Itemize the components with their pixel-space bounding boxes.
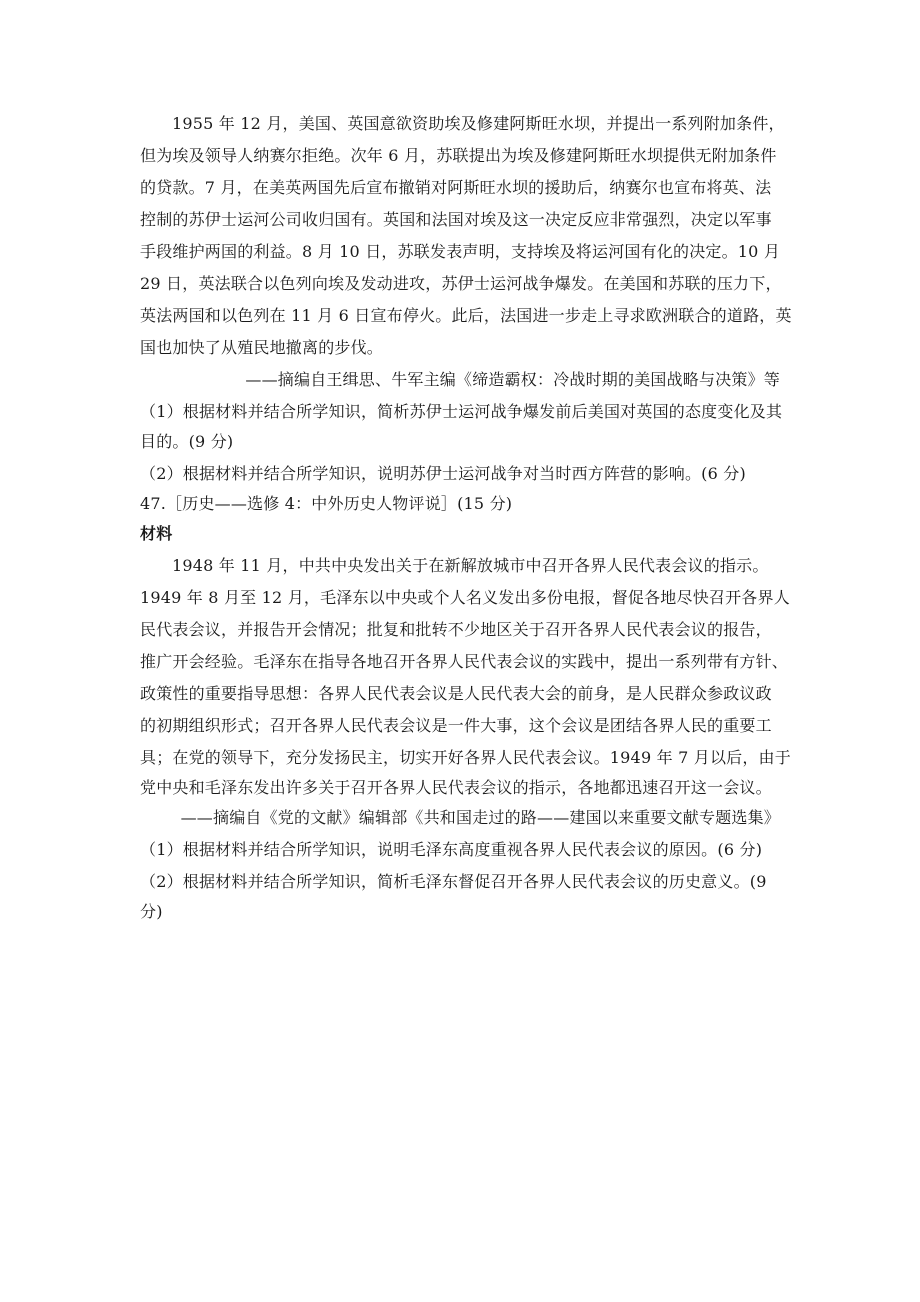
q47-passage-line-7: 具；在党的领导下，充分发扬民主，切实开好各界人民代表会议。1949 年 7 月以后，由于 <box>140 748 791 767</box>
passage1-line-4: 控制的苏伊士运河公司收归国有。英国和法国对埃及这一决定反应非常强烈，决定以军事 <box>140 210 772 229</box>
q47-passage-line-5: 政策性的重要指导思想：各界人民代表会议是人民代表大会的前身，是人民群众参政议政 <box>140 684 772 703</box>
q47-passage-line-1: 1948 年 11 月，中共中央发出关于在新解放城市中召开各界人民代表会议的指示。 <box>172 556 769 575</box>
q47-sub1: （1）根据材料并结合所学知识，说明毛泽东高度重视各界人民代表会议的原因。(6 分) <box>140 840 763 859</box>
q47-passage-line-4: 推广开会经验。毛泽东在指导各地召开各界人民代表会议的实践中，提出一系列带有方针、 <box>140 652 789 671</box>
passage1-line-8: 国也加快了从殖民地撤离的步伐。 <box>140 338 384 357</box>
passage1-line-6: 29 日，英法联合以色列向埃及发动进攻，苏伊士运河战争爆发。在美国和苏联的压力下， <box>140 274 782 293</box>
q47-material-label: 材料 <box>140 524 173 543</box>
q47-heading: 47.［历史——选修 4：中外历史人物评说］(15 分) <box>140 494 513 513</box>
passage1-line-3: 的贷款。7 月，在美英两国先后宣布撤销对阿斯旺水坝的援助后，纳赛尔也宣布将英、法 <box>140 178 772 197</box>
q47-sub2-line-1: （2）根据材料并结合所学知识，简析毛泽东督促召开各界人民代表会议的历史意义。(9 <box>140 872 767 891</box>
q46-sub2: （2）根据材料并结合所学知识，说明苏伊士运河战争对当时西方阵营的影响。(6 分) <box>140 464 746 483</box>
passage1-line-7: 英法两国和以色列在 11 月 6 日宣布停火。此后，法国进一步走上寻求欧洲联合的道路，英 <box>140 306 792 325</box>
q47-passage-line-2: 1949 年 8 月至 12 月，毛泽东以中央或个人名义发出多份电报，督促各地尽快召开各界人 <box>140 588 790 607</box>
q47-passage-line-3: 民代表会议，并报告开会情况；批复和批转不少地区关于召开各界人民代表会议的报告， <box>140 620 772 639</box>
q46-sub1-line-1: （1）根据材料并结合所学知识，简析苏伊士运河战争爆发前后美国对英国的态度变化及其 <box>140 402 783 421</box>
q46-sub1-line-2: 目的。(9 分) <box>140 432 234 451</box>
q47-source: ——摘编自《党的文献》编辑部《共和国走过的路——建国以来重要文献专题选集》 <box>180 808 780 827</box>
passage1-line-1: 1955 年 12 月，美国、英国意欲资助埃及修建阿斯旺水坝，并提出一系列附加条件， <box>172 114 785 133</box>
passage1-source: ——摘编自王缉思、牛军主编《缔造霸权：冷战时期的美国战略与决策》等 <box>245 370 780 389</box>
q47-passage-line-8: 党中央和毛泽东发出许多关于召开各界人民代表会议的指示，各地都迅速召开这一会议。 <box>140 778 772 797</box>
passage1-line-5: 手段维护两国的利益。8 月 10 日，苏联发表声明，支持埃及将运河国有化的决定。10 月 <box>140 242 781 261</box>
passage1-line-2: 但为埃及领导人纳赛尔拒绝。次年 6 月，苏联提出为埃及修建阿斯旺水坝提供无附加条件 <box>140 146 777 165</box>
q47-passage-line-6: 的初期组织形式；召开各界人民代表会议是一件大事，这个会议是团结各界人民的重要工 <box>140 716 772 735</box>
q47-sub2-line-2: 分) <box>140 902 163 921</box>
